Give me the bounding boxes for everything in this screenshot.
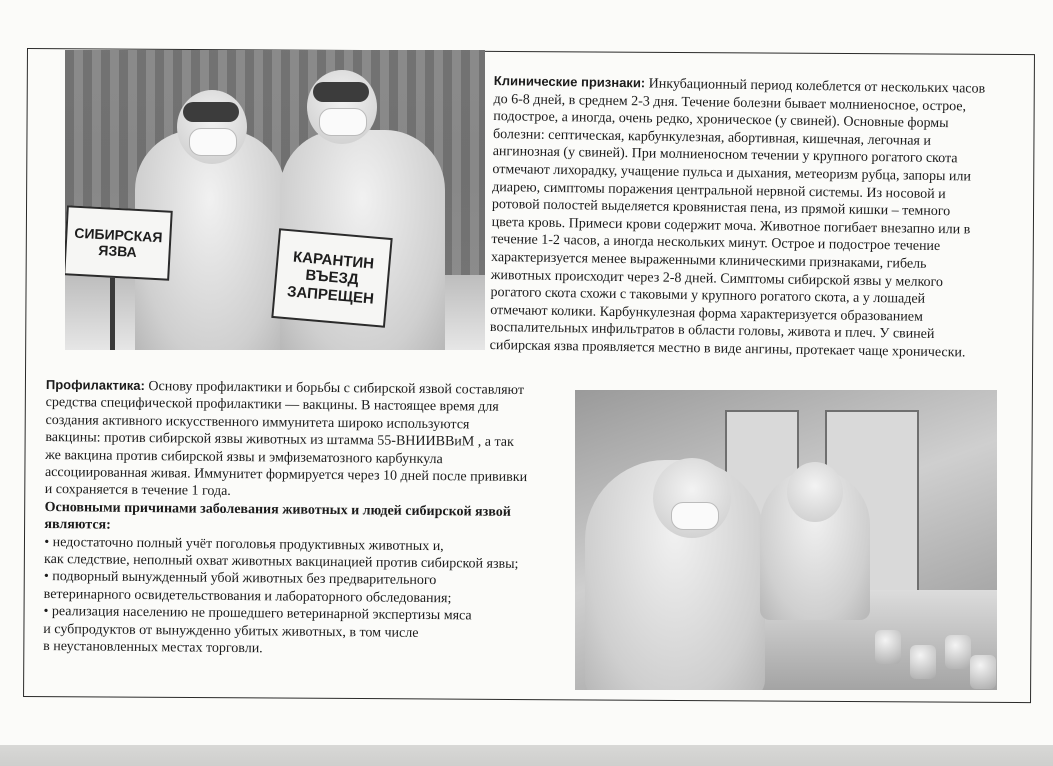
clinical-line: диарею, симптомы поражения центральной нервной системы. Из носовой и — [492, 179, 946, 202]
cause-item: • недостаточно полный учёт поголовья продуктивных животных и, — [44, 534, 444, 554]
sign-anthrax-line-1: СИБИРСКАЯ — [74, 224, 163, 246]
prof-line: вакцины: против сибирской язвы животных из штамма 55-ВНИИВВиМ , а так — [45, 430, 514, 451]
clinical-line: течение 1-2 часов, а иногда нескольких минут. Острое и подострое течение — [491, 232, 941, 255]
clinical-line: животных происходит через 2-8 дней. Симптомы сибирской язвы у мелкого — [490, 267, 944, 290]
clinical-line: до 6-8 дней, в среднем 2-3 дня. Течение болезни бывает молниеносное, острое, — [493, 91, 967, 115]
causes-heading: являются: — [44, 517, 111, 533]
sign-quarantine-line-2: ВЪЕЗД — [304, 267, 360, 289]
clinical-line: ротовой полостей выделяется кровянистая пена, из прямой кишки – темного — [491, 197, 951, 220]
lab-jar — [945, 635, 971, 669]
clinical-line: цвета кровь. Примеси крови содержит моча. Животное погибает внезапно или в — [491, 214, 971, 238]
clinical-line: отмечают лихорадку, учащение пульса и дыхания, метеоризм рубца, запоры или — [492, 161, 972, 185]
prophylaxis-label: Профилактика: — [45, 376, 145, 394]
clinical-line: характеризуется менее выраженными клиническими признаками, гибель — [490, 249, 927, 272]
sign-quarantine-line-3: ЗАПРЕЩЕН — [286, 282, 375, 308]
sign-post — [110, 272, 115, 350]
clinical-line: болезни: септическая, карбункулезная, абортивная, кишечная, легочная и — [492, 126, 932, 149]
worker-left-mask — [189, 128, 237, 156]
prof-line: создания активного искусственного иммунитета широко используются — [45, 412, 470, 433]
worker-right-mask — [319, 108, 367, 136]
lab-jar — [910, 645, 936, 679]
photo-lab-workers — [575, 390, 997, 690]
scan-edge — [0, 745, 1053, 766]
sign-anthrax-line-2: ЯЗВА — [98, 241, 138, 260]
clinical-line: рогатого скота схожи с таковыми у крупного рогатого скота, а у лошадей — [490, 285, 926, 307]
cause-item: в неустановленных местах торговли. — [43, 639, 263, 657]
worker-right-goggles — [313, 82, 369, 102]
prof-line: же вакцина против сибирской язвы и эмфизематозного карбункула — [45, 447, 443, 467]
clinical-text: Инкубационный период колеблется от нескольких часов — [645, 76, 986, 97]
prof-line: и сохраняется в течение 1 года. — [44, 482, 231, 500]
cause-item: как следствие, неполный охват животных вакцинацией против сибирской язвы; — [43, 552, 519, 573]
cause-item: • подворный вынужденный убой животных без предварительного — [43, 569, 437, 589]
sign-anthrax — [65, 205, 173, 280]
prof-line: ассоциированная живая. Иммунитет формируется через 10 дней после прививки — [44, 465, 528, 486]
prof-line: средства специфической профилактики — вакцины. В настоящее время для — [45, 395, 499, 416]
clinical-line: воспалительных инфильтратов в области головы, живота и плеч. У свиней — [489, 320, 935, 343]
lab-worker-back-head — [787, 462, 843, 522]
clinical-line: ангинозная (у свиней). При молниеносном течении у крупного рогатого скота — [492, 144, 958, 167]
clinical-line: отмечают колики. Карбункулезная форма характеризуется образованием — [490, 302, 924, 325]
clinical-line: подострое, а иногда, очень редко, хроническое (у свиней). Основные формы — [493, 109, 949, 132]
photo-quarantine-workers — [65, 50, 485, 350]
causes-heading: Основными причинами заболевания животных и людей сибирской язвой — [44, 499, 511, 520]
sign-quarantine — [271, 228, 392, 328]
lab-jar — [970, 655, 996, 689]
worker-left-goggles — [183, 102, 239, 122]
clinical-signs-label: Клинические признаки: — [493, 72, 646, 91]
cause-item: ветеринарного освидетельствования и лабораторного обследования; — [43, 586, 452, 607]
sign-quarantine-line-1: КАРАНТИН — [292, 248, 375, 273]
lab-worker-front-mask — [671, 502, 719, 530]
clinical-signs-paragraph — [490, 72, 1028, 363]
prophylaxis-section — [43, 376, 566, 661]
clinical-line: сибирская язва проявляется местно в виде ангины, протекает чаще хронически. — [489, 337, 966, 361]
cause-item: • реализация населению не прошедшего ветеринарной экспертизы мяса — [43, 604, 472, 624]
cause-item: и субпродуктов от вынужденно убитых животных, в том числе — [43, 621, 419, 641]
prof-text: Основу профилактики и борьбы с сибирской язвой составляют — [144, 379, 525, 399]
lab-jar — [875, 630, 901, 664]
